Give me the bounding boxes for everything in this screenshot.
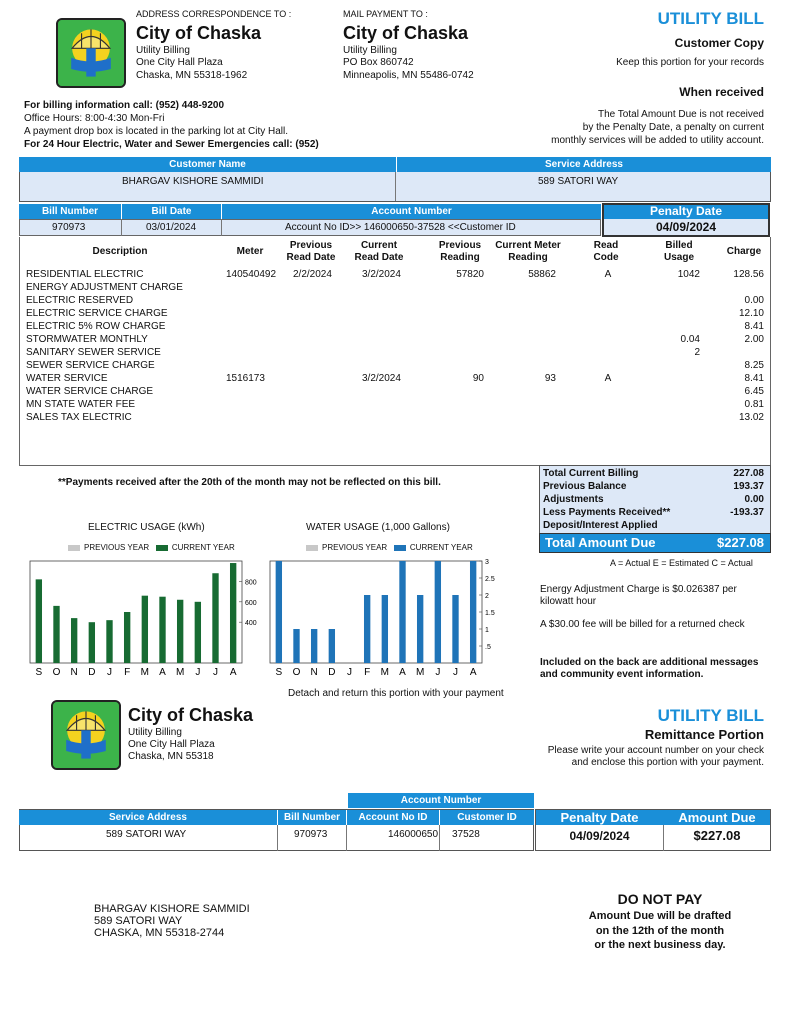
bar-a-7 — [159, 597, 165, 663]
y-tick-label: 1 — [485, 627, 489, 634]
charge-code: A — [604, 373, 612, 384]
bar-j-4 — [106, 620, 112, 663]
bar-m-6 — [142, 596, 148, 663]
remit-acct-group-header: Account Number — [348, 793, 534, 808]
summary-label: Adjustments — [543, 494, 604, 505]
x-tick-label: J — [107, 667, 112, 678]
y-tick-label: 600 — [245, 599, 257, 607]
billing-info-phone: For billing information call: (952) 448-9200 — [24, 100, 225, 111]
col-description: Description — [92, 246, 148, 257]
remit-div-1 — [277, 825, 278, 851]
bar-a-11 — [230, 563, 236, 663]
electric-legend-curr: CURRENT YEAR — [171, 543, 235, 552]
x-tick-label: D — [328, 667, 336, 678]
chart-frame — [270, 561, 482, 663]
remit-line-2: One City Hall Plaza — [128, 739, 215, 750]
remit-portion: Remittance Portion — [644, 727, 764, 742]
col-meter: Meter — [236, 246, 264, 257]
detach-text: Detach and return this portion with your payment — [288, 688, 504, 699]
summary-label: Previous Balance — [543, 481, 627, 492]
legend-prev-swatch — [68, 545, 80, 551]
charge-charge: 8.41 — [744, 373, 764, 384]
col-billed-usage: Billed Usage — [663, 240, 694, 263]
mail-line-3: Minneapolis, MN 55486-0742 — [343, 70, 474, 81]
penalty-notice-1: The Total Amount Due is not received — [597, 109, 764, 120]
bar-j-10 — [452, 595, 458, 663]
bill-date-header: Bill Date — [122, 204, 221, 219]
water-legend-curr: CURRENT YEAR — [409, 543, 473, 552]
mail-line-1: Utility Billing — [343, 45, 397, 56]
donot-title: DO NOT PAY — [617, 891, 703, 907]
chart-frame — [30, 561, 242, 663]
y-tick-label: 2 — [485, 593, 489, 600]
y-tick-label: 3 — [485, 559, 489, 566]
x-tick-label: A — [399, 667, 406, 678]
customer-name: BHARGAV KISHORE SAMMIDI — [122, 176, 264, 187]
charge-prev: 57820 — [456, 269, 484, 280]
x-tick-label: J — [453, 667, 458, 678]
charge-prev-date: 2/2/2024 — [293, 269, 332, 280]
remit-city-logo — [51, 700, 121, 770]
mail-line-2: PO Box 860742 — [343, 57, 414, 68]
keep-text: Keep this portion for your records — [616, 57, 764, 68]
address-line-2: One City Hall Plaza — [136, 57, 223, 68]
service-address: 589 SATORI WAY — [538, 176, 619, 187]
address-line-1: Utility Billing — [136, 45, 190, 56]
water-legend — [306, 543, 473, 552]
penalty-notice-3: monthly services will be added to utility account. — [551, 135, 764, 146]
mail-city: City of Chaska — [343, 23, 469, 43]
bill-number: 970973 — [52, 222, 86, 233]
electric-legend-prev: PREVIOUS YEAR — [84, 543, 150, 552]
y-tick-label: 1.5 — [485, 610, 495, 617]
remit-city: City of Chaska — [128, 705, 254, 725]
charge-desc: SALES TAX ELECTRIC — [26, 412, 132, 423]
donot-line-1: Amount Due will be drafted — [588, 910, 732, 922]
water-legend-prev: PREVIOUS YEAR — [322, 543, 388, 552]
bill-number-header: Bill Number — [19, 204, 121, 219]
billing-info-dropbox: A payment drop box is located in the parking lot at City Hall. — [24, 126, 289, 137]
penalty-notice-2: by the Penalty Date, a penalty on current — [582, 122, 764, 133]
x-tick-label: F — [364, 667, 371, 678]
remit-h-bill: Bill Number — [278, 810, 346, 825]
electric-legend — [68, 543, 235, 552]
x-tick-label: J — [195, 667, 201, 678]
address-city: City of Chaska — [136, 23, 262, 43]
remit-div-3 — [439, 825, 440, 851]
x-tick-label: M — [140, 667, 150, 678]
remit-div-2 — [346, 825, 347, 851]
charge-code: A — [604, 269, 612, 280]
summary-value: 0.00 — [744, 494, 764, 505]
address-label: ADDRESS CORRESPONDENCE TO : — [136, 9, 292, 19]
charge-desc: WATER SERVICE — [26, 373, 108, 384]
remit-title: UTILITY BILL — [657, 706, 764, 725]
legend-curr-swatch — [156, 545, 168, 551]
remit-h-acct: Account No ID — [347, 810, 439, 825]
x-tick-label: J — [435, 667, 441, 678]
remit-acct: 146000650 — [388, 829, 439, 840]
remit-bill: 970973 — [294, 829, 328, 840]
bar-m-6 — [382, 595, 388, 663]
charge-charge: 0.00 — [744, 295, 764, 306]
summary-value: 193.37 — [733, 481, 764, 492]
legend-curr-swatch — [394, 545, 406, 551]
y-tick-label: 400 — [245, 620, 257, 628]
back-note: Included on the back are additional messages and community event information. — [540, 657, 759, 680]
col-charge: Charge — [726, 246, 762, 257]
charge-charge: 8.41 — [744, 321, 764, 332]
legend-prev-swatch — [306, 545, 318, 551]
address-line-3: Chaska, MN 55318-1962 — [136, 70, 248, 81]
received-title: When received — [679, 85, 764, 99]
customer-divider — [395, 172, 396, 201]
billing-info-hours: Office Hours: 8:00-4:30 Mon-Fri — [24, 113, 165, 124]
check-note: A $30.00 fee will be billed for a returned check — [540, 619, 745, 630]
bar-m-8 — [417, 595, 423, 663]
charge-curr: 93 — [544, 373, 556, 384]
remit-service: 589 SATORI WAY — [106, 829, 187, 840]
account-number-header: Account Number — [222, 204, 601, 219]
charge-usage: 1042 — [677, 269, 700, 280]
bar-n-2 — [311, 629, 317, 663]
col-curr-date: Current Read Date — [354, 240, 404, 263]
charge-curr: 58862 — [528, 269, 556, 280]
charge-usage: 0.04 — [680, 334, 700, 345]
y-tick-label: 2.5 — [485, 576, 495, 583]
service-address-header: Service Address — [396, 157, 771, 172]
y-tick-label: .5 — [485, 644, 491, 651]
bar-d-3 — [329, 629, 335, 663]
copy-label: Customer Copy — [674, 36, 764, 50]
x-tick-label: A — [159, 667, 166, 678]
charge-desc: ELECTRIC 5% ROW CHARGE — [26, 321, 166, 332]
x-tick-label: D — [88, 667, 96, 678]
summary-value: 227.08 — [733, 468, 764, 479]
x-tick-label: O — [52, 667, 61, 678]
x-tick-label: A — [469, 667, 477, 678]
summary-value: -193.37 — [730, 507, 764, 518]
bar-a-7 — [399, 561, 405, 663]
charge-charge: 13.02 — [738, 412, 764, 423]
electric-usage-chart — [22, 555, 272, 685]
read-legend: A = Actual E = Estimated C = Actual — [610, 558, 753, 568]
bar-n-2 — [71, 618, 77, 663]
x-tick-label: J — [213, 667, 218, 678]
total-amount-value: $227.08 — [717, 535, 764, 550]
payments-note: **Payments received after the 20th of the month may not be reflected on this bill. — [58, 477, 441, 488]
charge-charge: 128.56 — [733, 269, 764, 280]
bar-s-0 — [276, 561, 282, 663]
bill-row-divider-1 — [121, 219, 122, 236]
water-chart-title: WATER USAGE (1,000 Gallons) — [306, 522, 450, 533]
penalty-date: 04/09/2024 — [655, 220, 717, 234]
summary-label: Less Payments Received** — [543, 507, 671, 518]
bar-f-5 — [364, 595, 370, 663]
city-logo — [56, 18, 126, 88]
remit-write-1: Please write your account number on your check — [547, 745, 764, 756]
remit-h-service: Service Address — [19, 810, 277, 825]
mailing-line-3: CHASKA, MN 55318-2744 — [94, 927, 225, 939]
mailing-line-2: 589 SATORI WAY — [94, 915, 183, 927]
bar-f-5 — [124, 612, 130, 663]
summary-label: Total Current Billing — [543, 468, 639, 479]
bar-j-10 — [212, 573, 218, 663]
billing-info-emergency: For 24 Hour Electric, Water and Sewer Emergencies call: (952) — [24, 139, 319, 150]
charge-meter: 1516173 — [226, 373, 265, 384]
y-tick-label: 800 — [245, 579, 257, 587]
donot-line-2: on the 12th of the month — [595, 925, 725, 937]
remit-line-3: Chaska, MN 55318 — [128, 751, 214, 762]
summary-label: Deposit/Interest Applied — [543, 520, 658, 531]
mail-label: MAIL PAYMENT TO : — [343, 9, 428, 19]
charge-desc: RESIDENTIAL ELECTRIC — [26, 269, 144, 280]
x-tick-label: S — [35, 667, 43, 678]
bill-row-divider-2 — [221, 219, 222, 236]
charge-desc: WATER SERVICE CHARGE — [26, 386, 154, 397]
bar-m-8 — [177, 600, 183, 663]
remit-h-amount: Amount Due — [678, 810, 756, 825]
x-tick-label: M — [175, 667, 185, 678]
x-tick-label: M — [380, 667, 390, 678]
x-tick-label: O — [292, 667, 301, 678]
charge-desc: ENERGY ADJUSTMENT CHARGE — [26, 282, 183, 293]
col-curr-reading: Current Meter Reading — [495, 240, 561, 263]
bar-o-1 — [53, 606, 59, 663]
remit-h-penalty: Penalty Date — [560, 810, 639, 825]
remit-line-1: Utility Billing — [128, 727, 182, 738]
bar-s-0 — [36, 579, 42, 663]
remit-amount: $227.08 — [693, 828, 741, 843]
water-usage-chart — [262, 555, 512, 685]
x-tick-label: F — [124, 667, 131, 678]
charge-meter: 140540492 — [226, 269, 277, 280]
electric-chart-title: ELECTRIC USAGE (kWh) — [88, 522, 205, 533]
col-prev-date: Previous Read Date — [286, 240, 336, 263]
charge-desc: STORMWATER MONTHLY — [26, 334, 148, 345]
col-prev-reading: Previous Reading — [438, 240, 482, 263]
col-read-code: Read Code — [593, 240, 619, 263]
x-tick-label: S — [275, 667, 283, 678]
charge-prev: 90 — [472, 373, 484, 384]
x-tick-label: M — [415, 667, 425, 678]
charge-curr-date: 3/2/2024 — [362, 269, 401, 280]
x-tick-label: N — [70, 667, 78, 678]
donot-line-3: or the next business day. — [594, 939, 726, 951]
charge-charge: 12.10 — [738, 308, 764, 319]
charge-desc: ELECTRIC SERVICE CHARGE — [26, 308, 168, 319]
charge-desc: ELECTRIC RESERVED — [26, 295, 134, 306]
charge-desc: SEWER SERVICE CHARGE — [26, 360, 155, 371]
charge-desc: SANITARY SEWER SERVICE — [26, 347, 161, 358]
charge-charge: 8.25 — [744, 360, 764, 371]
energy-note: Energy Adjustment Charge is $0.026387 per kilowatt hour — [540, 584, 737, 607]
mailing-line-1: BHARGAV KISHORE SAMMIDI — [94, 903, 250, 915]
bar-o-1 — [293, 629, 299, 663]
charge-charge: 6.45 — [744, 386, 764, 397]
x-tick-label: A — [229, 667, 237, 678]
charge-charge: 0.81 — [744, 399, 764, 410]
bill-title: UTILITY BILL — [657, 9, 764, 28]
bar-a-11 — [470, 561, 476, 663]
account-number: Account No ID>> 146000650-37528 <<Customer ID — [285, 222, 516, 233]
bar-d-3 — [89, 622, 95, 663]
customer-name-header: Customer Name — [19, 157, 396, 172]
bill-date: 03/01/2024 — [146, 222, 197, 233]
total-amount-label: Total Amount Due — [545, 535, 656, 550]
penalty-date-header: Penalty Date — [649, 204, 723, 218]
remit-write-2: and enclose this portion with your payment. — [571, 757, 764, 768]
x-tick-label: N — [310, 667, 318, 678]
remit-cust: 37528 — [452, 829, 480, 840]
charge-desc: MN STATE WATER FEE — [26, 399, 136, 410]
bar-j-9 — [435, 561, 441, 663]
charge-curr-date: 3/2/2024 — [362, 373, 401, 384]
remit-h-cust: Customer ID — [440, 810, 534, 825]
bar-j-9 — [195, 602, 201, 663]
remit-penalty: 04/09/2024 — [569, 829, 630, 843]
charge-usage: 2 — [694, 347, 700, 358]
charge-charge: 2.00 — [744, 334, 764, 345]
x-tick-label: J — [347, 667, 352, 678]
